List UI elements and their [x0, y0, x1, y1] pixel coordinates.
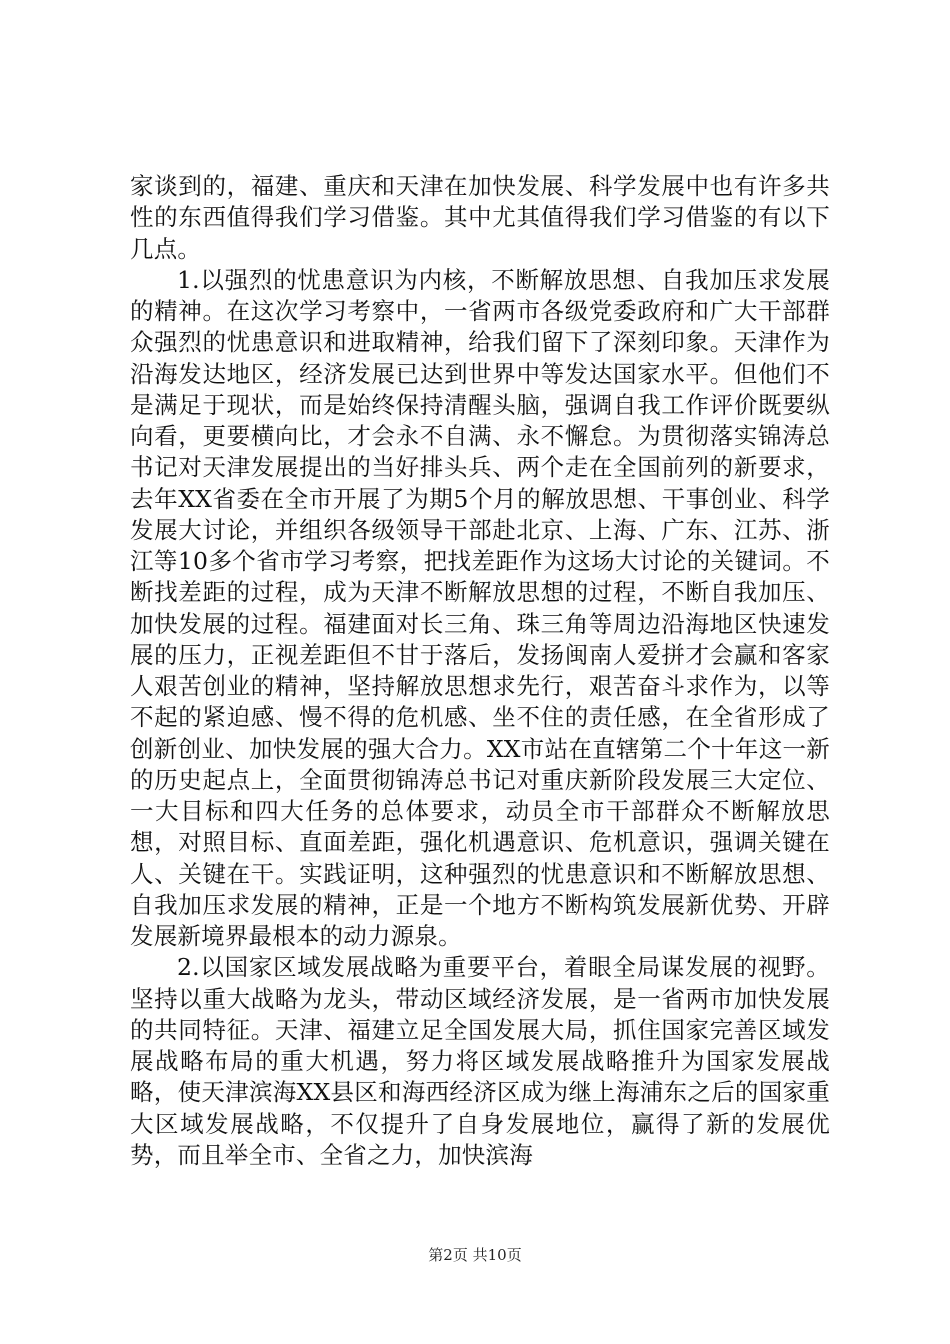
page-footer: 第2页 共10页 — [428, 1246, 522, 1264]
paragraph-continuation: 家谈到的，福建、重庆和天津在加快发展、科学发展中也有许多共性的东西值得我们学习借鉴。其中尤其值得我们学习借鉴的有以下几点。 — [130, 172, 830, 263]
document-body — [130, 171, 830, 1171]
paragraph-point-1: 1.以强烈的忧患意识为内核，不断解放思想、自我加压求发展的精神。在这次学习考察中，一省两市各级党委政府和广大干部群众强烈的忧患意识和进取精神，给我们留下了深刻印象。天津作为沿海发达地区，经济发展已达到世界中等发达国家水平。但他们不是满足于现状，而是始终保持清醒头脑，强调自我工作评价既要纵向看，更要横向比，才会永不自满、永不懈怠。为贯彻落实锦涛总书记对天津发展提出的当好排头兵、两个走在全国前列的新要求，去年XX省委在全市开展了为期5个月的解放思想、干事创业、科学发展大讨论，并组织各级领导干部赴北京、上海、广东、江苏、浙江等10多个省市学习考察，把找差距作为这场大讨论的关键词。不断找差距的过程，成为天津不断解放思想的过程，不断自我加压、加快发展的过程。福建面对长三角、珠三角等周边沿海地区快速发展的压力，正视差距但不甘于落后，发扬闽南人爱拼才会赢和客家人艰苦创业的精神，坚持解放思想求先行，艰苦奋斗求作为，以等不起的紧迫感、慢不得的危机感、坐不住的责任感，在全省形成了创新创业、加快发展的强大合力。XX市站在直辖第二个十年这一新的历史起点上，全面贯彻锦涛总书记对重庆新阶段发展三大定位、一大目标和四大任务的总体要求，动员全市干部群众不断解放思想，对照目标、直面差距，强化机遇意识、危机意识，强调关键在人、关键在干。实践证明，这种强烈的忧患意识和不断解放思想、自我加压求发展的精神，正是一个地方不断构筑发展新优势、开辟发展新境界最根本的动力源泉。 — [130, 265, 830, 950]
paragraph-point-2: 2.以国家区域发展战略为重要平台，着眼全局谋发展的视野。坚持以重大战略为龙头，带动区域经济发展，是一省两市加快发展的共同特征。天津、福建立足全国发展大局，抓住国家完善区域发展战略布局的重大机遇，努力将区域发展战略推升为国家发展战略，使天津滨海XX县区和海西经济区成为继上海浦东之后的国家重大区域发展战略，不仅提升了自身发展地位，赢得了新的发展优势，而且举全市、全省之力，加快滨海 — [130, 953, 830, 1169]
